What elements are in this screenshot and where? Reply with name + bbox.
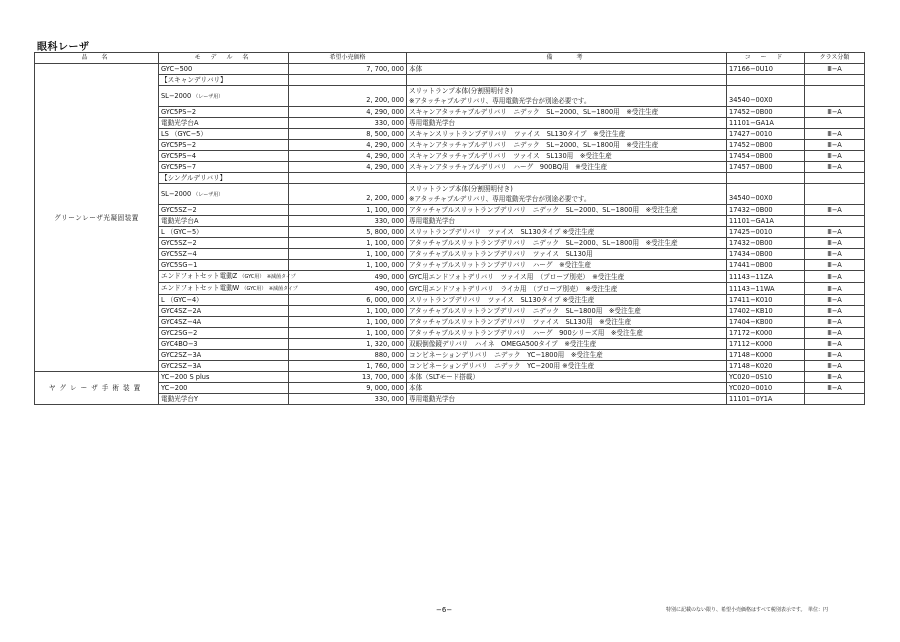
code-cell: 17457−0B00 bbox=[727, 162, 805, 173]
table-row bbox=[35, 295, 865, 306]
model-name: 電動光学台Y bbox=[161, 395, 198, 403]
model-cell bbox=[159, 249, 289, 260]
class-cell: Ⅲ−A bbox=[805, 162, 865, 173]
note-cell: 専用電動光学台 bbox=[407, 118, 727, 129]
table-row bbox=[35, 216, 865, 227]
model-name: 電動光学台A bbox=[161, 119, 199, 127]
model-name: エンドフォトセット電動Z bbox=[161, 272, 238, 280]
price-cell: 1, 100, 000 bbox=[289, 238, 407, 249]
code-cell: 17452−0B00 bbox=[727, 107, 805, 118]
model-cell bbox=[159, 118, 289, 129]
code-cell: YC020−0S10 bbox=[727, 372, 805, 383]
table-row bbox=[35, 86, 865, 107]
class-cell: Ⅲ−A bbox=[805, 271, 865, 283]
model-cell bbox=[159, 372, 289, 383]
model-name: GYC5SZ−2 bbox=[161, 239, 197, 247]
class-cell bbox=[805, 173, 865, 184]
model-cell bbox=[159, 205, 289, 216]
price-cell: 4, 290, 000 bbox=[289, 162, 407, 173]
table-row bbox=[35, 260, 865, 271]
price-cell: 1, 100, 000 bbox=[289, 249, 407, 260]
price-cell: 8, 500, 000 bbox=[289, 129, 407, 140]
table-row bbox=[35, 372, 865, 383]
price-cell: 4, 290, 000 bbox=[289, 140, 407, 151]
model-name: GYC4SZ−4A bbox=[161, 318, 202, 326]
table-row bbox=[35, 394, 865, 405]
code-cell: 17166−0U10 bbox=[727, 64, 805, 75]
model-name: GYC5PS−2 bbox=[161, 141, 197, 149]
price-cell bbox=[289, 173, 407, 184]
code-cell: 17427−0010 bbox=[727, 129, 805, 140]
class-cell: Ⅲ−A bbox=[805, 151, 865, 162]
class-cell: Ⅲ−A bbox=[805, 339, 865, 350]
model-subtext: （GYC用） ※減菌タイプ bbox=[239, 274, 296, 280]
class-cell: Ⅲ−A bbox=[805, 64, 865, 75]
table-row bbox=[35, 227, 865, 238]
model-name: GYC5SZ−4 bbox=[161, 250, 197, 258]
class-cell: Ⅲ−A bbox=[805, 372, 865, 383]
note-line: スリットランプ本体(分割照明付き) bbox=[409, 185, 513, 193]
code-cell bbox=[727, 86, 805, 107]
model-cell bbox=[159, 306, 289, 317]
model-cell bbox=[159, 361, 289, 372]
model-name: L （GYC−4） bbox=[161, 296, 203, 304]
table-row bbox=[35, 283, 865, 295]
model-name: YC−200 S plus bbox=[161, 373, 210, 381]
code-cell: 17432−0B00 bbox=[727, 205, 805, 216]
code-cell: 17434−0B00 bbox=[727, 249, 805, 260]
price-cell bbox=[289, 86, 407, 107]
code-cell: 17411−K010 bbox=[727, 295, 805, 306]
class-cell: Ⅲ−A bbox=[805, 295, 865, 306]
class-cell bbox=[805, 216, 865, 227]
note-cell: 専用電動光学台 bbox=[407, 216, 727, 227]
model-name: SL−2000 bbox=[161, 189, 192, 198]
model-name: 【スキャンデリバリ】 bbox=[161, 76, 227, 84]
header-note: 備 考 bbox=[407, 53, 727, 64]
code-cell bbox=[727, 173, 805, 184]
model-name: GYC2SZ−3A bbox=[161, 362, 202, 370]
class-cell: Ⅲ−A bbox=[805, 306, 865, 317]
code-cell: 17148−K000 bbox=[727, 350, 805, 361]
note-cell: スキャンアタッチャブルデリバリ ハーグ 900BQ用 ※受注生産 bbox=[407, 162, 727, 173]
note-cell: スキャンアタッチャブルデリバリ ツァイス SL130用 ※受注生産 bbox=[407, 151, 727, 162]
table-row bbox=[35, 151, 865, 162]
model-cell bbox=[159, 162, 289, 173]
note-cell bbox=[407, 86, 727, 107]
class-cell: Ⅲ−A bbox=[805, 227, 865, 238]
table-row bbox=[35, 129, 865, 140]
class-cell bbox=[805, 86, 865, 107]
model-name: GYC−500 bbox=[161, 65, 193, 73]
price-cell: 1, 100, 000 bbox=[289, 260, 407, 271]
note-cell: スリットランプデリバリ ツァイス SL130タイプ ※受注生産 bbox=[407, 295, 727, 306]
price-cell: 6, 000, 000 bbox=[289, 295, 407, 306]
model-cell bbox=[159, 216, 289, 227]
model-name: YC−200 bbox=[161, 384, 188, 392]
header-class: クラス分類 bbox=[805, 53, 865, 64]
table-row bbox=[35, 328, 865, 339]
note-cell: コンビネーションデリバリ ニデック YC−1800用 ※受注生産 bbox=[407, 350, 727, 361]
price-cell: 1, 100, 000 bbox=[289, 328, 407, 339]
table-row bbox=[35, 249, 865, 260]
price-cell: 4, 290, 000 bbox=[289, 151, 407, 162]
model-cell bbox=[159, 86, 289, 107]
model-cell bbox=[159, 140, 289, 151]
code-cell: 17441−0B00 bbox=[727, 260, 805, 271]
code-cell bbox=[727, 75, 805, 86]
class-cell bbox=[805, 184, 865, 205]
header-product: 品 名 bbox=[35, 53, 159, 64]
table-row bbox=[35, 238, 865, 249]
note-cell: コンビネーションデリバリ ニデック YC−200用 ※受注生産 bbox=[407, 361, 727, 372]
note-cell: 専用電動光学台 bbox=[407, 394, 727, 405]
price-cell: 1, 100, 000 bbox=[289, 205, 407, 216]
model-name: エンドフォトセット電動W bbox=[161, 284, 240, 292]
price-cell: 1, 760, 000 bbox=[289, 361, 407, 372]
note-cell: スキャンアタッチャブルデリバリ ニデック SL−2000、SL−1800用 ※受注生産 bbox=[407, 140, 727, 151]
class-cell: Ⅲ−A bbox=[805, 238, 865, 249]
model-cell bbox=[159, 227, 289, 238]
table-row bbox=[35, 306, 865, 317]
price-cell: 9, 000, 000 bbox=[289, 383, 407, 394]
price-cell: 330, 000 bbox=[289, 118, 407, 129]
code-cell: 17425−0010 bbox=[727, 227, 805, 238]
model-name: GYC5PS−4 bbox=[161, 152, 197, 160]
price-cell: 880, 000 bbox=[289, 350, 407, 361]
code-cell: 11101−GA1A bbox=[727, 216, 805, 227]
note-cell: アタッチャブルスリットランプデリバリ ニデック SL−1800用 ※受注生産 bbox=[407, 306, 727, 317]
code-cell: 11143−11WA bbox=[727, 283, 805, 295]
price-cell: 7, 700, 000 bbox=[289, 64, 407, 75]
code-cell: 17432−0B00 bbox=[727, 238, 805, 249]
table-row bbox=[35, 107, 865, 118]
model-cell bbox=[159, 350, 289, 361]
code-cell: 17454−0B00 bbox=[727, 151, 805, 162]
model-cell bbox=[159, 184, 289, 205]
code-cell: 17404−KB00 bbox=[727, 317, 805, 328]
model-subtext: （レーザ用） bbox=[193, 93, 224, 100]
price-cell bbox=[289, 75, 407, 86]
code-cell: 11143−11ZA bbox=[727, 271, 805, 283]
price-cell-text: 2, 200, 000 bbox=[366, 193, 404, 202]
table-row bbox=[35, 350, 865, 361]
product-name-cell: グリーンレーザ光凝固装置 bbox=[35, 64, 159, 372]
table-row bbox=[35, 317, 865, 328]
code-cell: 17402−KB10 bbox=[727, 306, 805, 317]
code-cell: 11101−GA1A bbox=[727, 118, 805, 129]
price-cell: 5, 800, 000 bbox=[289, 227, 407, 238]
model-name: GYC4SZ−2A bbox=[161, 307, 202, 315]
page-number: −6− bbox=[436, 606, 453, 614]
note-line: ※アタッチャブルデリバリ、専用電動光学台が別途必要です。 bbox=[409, 97, 591, 105]
class-cell: Ⅲ−A bbox=[805, 140, 865, 151]
model-name: L （GYC−5） bbox=[161, 228, 203, 236]
price-cell: 330, 000 bbox=[289, 216, 407, 227]
note-cell: スキャンスリットランプデリバリ ツァイス SL130タイプ ※受注生産 bbox=[407, 129, 727, 140]
model-name: GYC5PS−2 bbox=[161, 108, 197, 116]
model-cell bbox=[159, 107, 289, 118]
class-cell bbox=[805, 118, 865, 129]
note-cell bbox=[407, 75, 727, 86]
table-row bbox=[35, 184, 865, 205]
price-cell bbox=[289, 184, 407, 205]
price-cell: 490, 000 bbox=[289, 271, 407, 283]
note-line: ※アタッチャブルデリバリ、専用電動光学台が別途必要です。 bbox=[409, 195, 591, 203]
price-cell: 4, 290, 000 bbox=[289, 107, 407, 118]
price-cell: 1, 320, 000 bbox=[289, 339, 407, 350]
price-table bbox=[34, 52, 865, 405]
model-name: GYC2SG−2 bbox=[161, 329, 198, 337]
table-row bbox=[35, 339, 865, 350]
note-cell: アタッチャブルスリットランプデリバリ ニデック SL−2000、SL−1800用 ※受注生産 bbox=[407, 238, 727, 249]
model-cell bbox=[159, 328, 289, 339]
code-cell: 17452−0B00 bbox=[727, 140, 805, 151]
table-row bbox=[35, 205, 865, 216]
footer-note: 特別に記載のない限り、希望小売価格はすべて税別表示です。 単位：円 bbox=[666, 607, 829, 613]
class-cell: Ⅲ−A bbox=[805, 350, 865, 361]
class-cell-text bbox=[807, 93, 862, 100]
note-cell: アタッチャブルスリットランプデリバリ ハーグ 900シリーズ用 ※受注生産 bbox=[407, 328, 727, 339]
note-cell: アタッチャブルスリットランプデリバリ ハーグ ※受注生産 bbox=[407, 260, 727, 271]
model-cell bbox=[159, 129, 289, 140]
model-name: 【シングルデリバリ】 bbox=[161, 174, 227, 182]
model-name: 電動光学台A bbox=[161, 217, 199, 225]
code-cell-text: 34540−00X0 bbox=[729, 193, 773, 202]
model-cell bbox=[159, 271, 296, 283]
header-code: コ ー ド bbox=[727, 53, 805, 64]
section-row bbox=[35, 173, 865, 184]
price-cell-text: 2, 200, 000 bbox=[366, 95, 404, 104]
note-cell: 本体 bbox=[407, 64, 727, 75]
class-cell: Ⅲ−A bbox=[805, 107, 865, 118]
header-model: モ デ ル 名 bbox=[159, 53, 289, 64]
page-title: 眼科レーザ bbox=[37, 42, 90, 53]
price-cell: 1, 100, 000 bbox=[289, 306, 407, 317]
class-cell: Ⅲ−A bbox=[805, 328, 865, 339]
price-cell: 13, 700, 000 bbox=[289, 372, 407, 383]
model-cell bbox=[159, 383, 289, 394]
note-cell: GYC用エンドフォトデリバリ ツァイス用 （プローブ別売） ※受注生産 bbox=[407, 271, 727, 283]
price-table-body bbox=[35, 64, 865, 405]
code-cell: 11101−0Y1A bbox=[727, 394, 805, 405]
note-cell: 本体 bbox=[407, 383, 727, 394]
model-cell bbox=[159, 339, 289, 350]
note-cell: アタッチャブルスリットランプデリバリ ニデック SL−2000、SL−1800用 ※受注生産 bbox=[407, 205, 727, 216]
table-row bbox=[35, 271, 865, 283]
class-cell bbox=[805, 75, 865, 86]
code-cell bbox=[727, 184, 805, 205]
note-line: スリットランプ本体(分割照明付き) bbox=[409, 87, 513, 95]
table-row bbox=[35, 140, 865, 151]
model-name: SL−2000 bbox=[161, 91, 192, 100]
class-cell: Ⅲ−A bbox=[805, 205, 865, 216]
class-cell: Ⅲ−A bbox=[805, 260, 865, 271]
model-name: GYC4BO−3 bbox=[161, 340, 198, 348]
model-cell bbox=[159, 151, 289, 162]
code-cell: 17172−K000 bbox=[727, 328, 805, 339]
code-cell: YC020−0010 bbox=[727, 383, 805, 394]
model-cell bbox=[159, 238, 289, 249]
note-cell: アタッチャブルスリットランプデリバリ ツァイス SL130用 ※受注生産 bbox=[407, 317, 727, 328]
product-name-cell: ヤグレーザ手術装置 bbox=[35, 372, 159, 405]
note-cell bbox=[407, 173, 727, 184]
table-row bbox=[35, 118, 865, 129]
code-cell: 17148−K020 bbox=[727, 361, 805, 372]
class-cell-text bbox=[807, 191, 862, 198]
model-subtext: （GYC用） ※減菌タイプ bbox=[241, 286, 298, 292]
section-row bbox=[35, 75, 865, 86]
note-cell: スリットランプデリバリ ツァイス SL130タイプ ※受注生産 bbox=[407, 227, 727, 238]
class-cell: Ⅲ−A bbox=[805, 249, 865, 260]
class-cell: Ⅲ−A bbox=[805, 361, 865, 372]
price-cell: 330, 000 bbox=[289, 394, 407, 405]
note-cell: 双眼倒像鏡デリバリ ハイネ OMEGA500タイプ ※受注生産 bbox=[407, 339, 727, 350]
table-row bbox=[35, 64, 865, 75]
note-cell: アタッチャブルスリットランプデリバリ ツァイス SL130用 bbox=[407, 249, 727, 260]
model-cell bbox=[159, 64, 289, 75]
model-name: GYC2SZ−3A bbox=[161, 351, 202, 359]
model-cell bbox=[159, 295, 289, 306]
model-name: GYC5SZ−2 bbox=[161, 206, 197, 214]
code-cell-text: 34540−00X0 bbox=[729, 95, 773, 104]
model-subtext: （レーザ用） bbox=[193, 191, 224, 198]
note-cell bbox=[407, 184, 727, 205]
table-row bbox=[35, 383, 865, 394]
model-name: LS （GYC−5） bbox=[161, 130, 207, 138]
model-name: GYC5SG−1 bbox=[161, 261, 198, 269]
class-cell: Ⅲ−A bbox=[805, 283, 865, 295]
note-cell: スキャンアタッチャブルデリバリ ニデック SL−2000、SL−1800用 ※受注生産 bbox=[407, 107, 727, 118]
model-name: GYC5PS−7 bbox=[161, 163, 197, 171]
note-cell: GYC用エンドフォトデリバリ ライカ用 （プローブ別売） ※受注生産 bbox=[407, 283, 727, 295]
price-cell: 1, 100, 000 bbox=[289, 317, 407, 328]
code-cell: 17112−K000 bbox=[727, 339, 805, 350]
model-cell bbox=[159, 283, 298, 295]
model-cell bbox=[159, 317, 289, 328]
price-cell: 490, 000 bbox=[289, 283, 407, 295]
table-row bbox=[35, 162, 865, 173]
class-cell: Ⅲ−A bbox=[805, 383, 865, 394]
model-cell bbox=[159, 173, 289, 184]
class-cell bbox=[805, 394, 865, 405]
header-row bbox=[35, 53, 865, 64]
class-cell: Ⅲ−A bbox=[805, 129, 865, 140]
table-row bbox=[35, 361, 865, 372]
model-cell bbox=[159, 260, 289, 271]
model-cell bbox=[159, 394, 289, 405]
header-price: 希望小売価格 bbox=[289, 53, 407, 64]
model-cell bbox=[159, 75, 289, 86]
class-cell: Ⅲ−A bbox=[805, 317, 865, 328]
note-cell: 本体（SLTモード搭載） bbox=[407, 372, 727, 383]
